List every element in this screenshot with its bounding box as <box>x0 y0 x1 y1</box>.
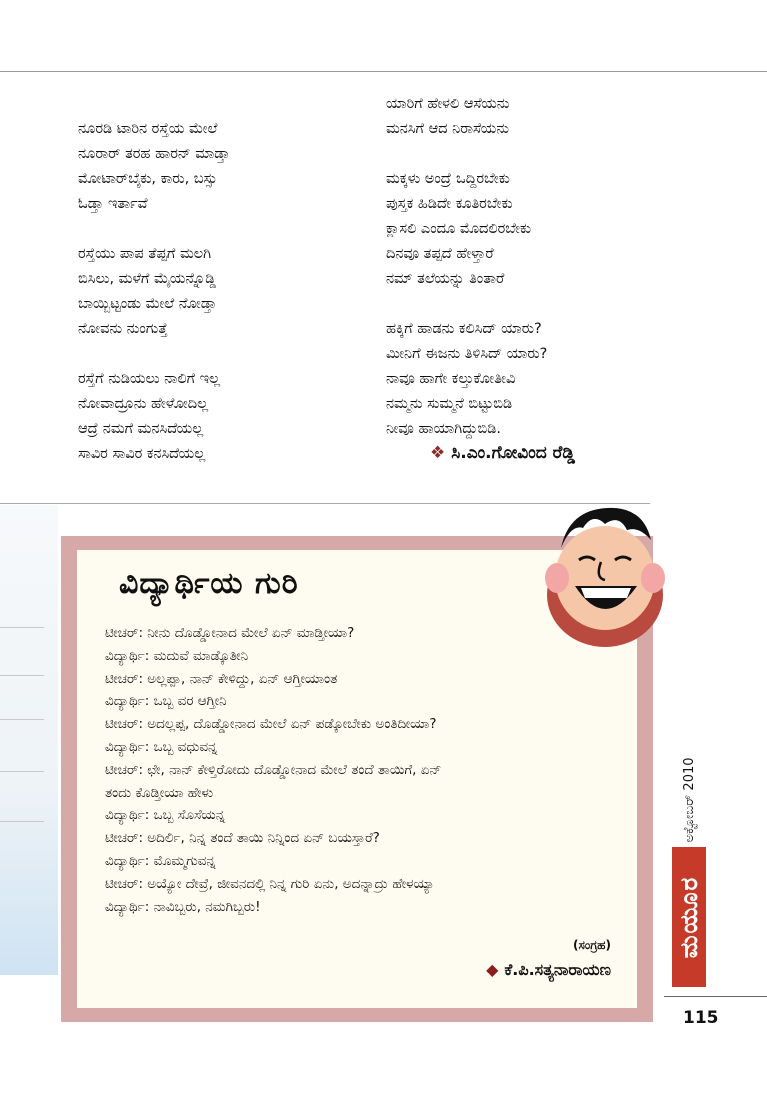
stanza <box>386 92 547 142</box>
footer-rule <box>664 996 767 997</box>
laughing-face-illustration <box>535 500 675 650</box>
issue-date: ಅಕ್ಟೋಬರ್ 2010 <box>682 757 697 843</box>
divider <box>0 675 44 676</box>
compiled-note: (ಸಂಗ್ರಹ) <box>573 938 611 952</box>
poem-line: ನೂರಾರ್ ತರಹ ಹಾರನ್ ಮಾಡ್ತಾ <box>78 146 230 162</box>
dialog-line: ತಂದು ಕೊಡ್ತೀಯಾ ಹೇಳು <box>105 784 214 801</box>
dialog-line: ವಿದ್ಯಾರ್ಥಿ: ಮದುವೆ ಮಾಡ್ಕೊತೀನಿ <box>105 647 249 664</box>
dialog-line: ಟೀಚರ್: ಅದಿರ್ಲಿ, ನಿನ್ನ ತಂದೆ ತಾಯಿ ನಿನ್ನಿಂದ ಏನ್ ಬಯಸ್ತಾರೆ? <box>105 830 380 847</box>
poem-line: ಪುಸ್ತಕ ಹಿಡಿದೇ ಕೂತಿರಬೇಕು <box>386 196 513 212</box>
magazine-sidebar <box>664 757 714 990</box>
ornament-icon: ❖ <box>430 443 446 463</box>
dialog-line: ಟೀಚರ್: ಅಲ್ಲಪ್ಪಾ, ನಾನ್ ಕೇಳಿದ್ದು, ಏನ್ ಆಗ್ತೀಯಾಂತ <box>105 670 338 687</box>
poem-line: ಓಡ್ತಾ ಇರ್ತಾವೆ <box>78 196 148 212</box>
poem-line: ಯಾರಿಗೆ ಹೇಳಲಿ ಆಸೆಯನು <box>386 96 510 112</box>
poem-line: ಹಕ್ಕಿಗೆ ಹಾಡನು ಕಲಿಸಿದ್ ಯಾರು? <box>386 321 542 337</box>
poem-author-name: ಸಿ.ಎಂ.ಗೋವಿಂದ ರೆಡ್ಡಿ <box>451 443 575 463</box>
dialog-line: ವಿದ್ಯಾರ್ಥಿ: ಒಬ್ಬ ಸೊಸೆಯನ್ನ <box>105 807 226 824</box>
poem-line: ಸಾವಿರ ಸಾವಿರ ಕನಸಿದೆಯಲ್ಲ <box>78 446 206 462</box>
dialog-line: ವಿದ್ಯಾರ್ಥಿ: ಮೊಮ್ಮಗುವನ್ನ <box>105 852 216 869</box>
poem-line: ಮೀನಿಗೆ ಈಜನು ತಿಳಿಸಿದ್ ಯಾರು? <box>386 346 548 362</box>
poem-column-1 <box>78 117 230 492</box>
poem-line: ಆದ್ರೆ ನಮಗೆ ಮನಸಿದೆಯಲ್ಲ <box>78 421 204 437</box>
dialog-line: ಟೀಚರ್: ಛೇ, ನಾನ್ ಕೇಳ್ತಿರೋದು ದೊಡ್ಡೋನಾದ ಮೇಲೆ ತಂದೆ ತಾಯಿಗೆ, ಏನ್ <box>105 761 442 778</box>
stanza <box>386 167 547 292</box>
poem-line: ನೂರಡಿ ಟಾರಿನ ರಸ್ತೆಯ ಮೇಲೆ <box>78 121 218 137</box>
page-number: 115 <box>683 1008 719 1028</box>
dialog-line: ವಿದ್ಯಾರ್ಥಿ: ಒಬ್ಬ ವಧುವನ್ನ <box>105 738 218 755</box>
dialog-line: ಟೀಚರ್: ಅಯ್ಯೋ ದೇವ್ರೆ, ಜೀವನದಲ್ಲಿ ನಿನ್ನ ಗುರಿ ಏನು, ಅದನ್ನಾದ್ರು ಹೇಳಯ್ಯಾ <box>105 875 435 892</box>
divider <box>0 719 44 720</box>
poem-line: ಬಾಯ್ಬಿಟ್ಟಂಡು ಮೇಲೆ ನೋಡ್ತಾ <box>78 296 217 312</box>
poem-line: ಮಕ್ಕಳು ಅಂದ್ರೆ ಒದ್ದಿರಬೇಕು <box>386 171 510 187</box>
poem-line: ನಮ್ ತಲೆಯನ್ನು ತಿಂತಾರೆ <box>386 271 505 287</box>
stanza <box>78 117 230 217</box>
magazine-name: ಮಯೂರ <box>672 847 706 987</box>
joke-dialog <box>105 622 441 918</box>
stanza <box>78 367 230 467</box>
top-rule <box>0 71 767 72</box>
poem-line: ಮನಸಿಗೆ ಆದ ನಿರಾಸೆಯನು <box>386 121 509 137</box>
joke-title: ವಿದ್ಯಾರ್ಥಿಯ ಗುರಿ <box>119 566 299 601</box>
poem-line: ನೀವೂ ಹಾಯಾಗಿದ್ದುಬಿಡಿ. <box>386 421 502 437</box>
poem-line: ರಸ್ತೆಯು ಪಾಪ ತೆಪ್ಪಗೆ ಮಲಗಿ <box>78 246 212 262</box>
poem-column-2 <box>386 92 547 467</box>
left-side-strip <box>0 505 58 975</box>
poem-line: ನೋವಾದ್ರೂನು ಹೇಳೋದಿಲ್ಲ <box>78 396 209 412</box>
poem-author <box>430 443 575 463</box>
stanza <box>386 317 547 442</box>
poem-line: ನಾವೂ ಹಾಗೇ ಕಲ್ತುಕೋತೀವಿ <box>386 371 516 387</box>
poem-line: ನಮ್ಮನು ಸುಮ್ಮನೆ ಬಿಟ್ಟುಬಿಡಿ <box>386 396 513 412</box>
dialog-line: ವಿದ್ಯಾರ್ಥಿ: ನಾವಿಬ್ಬರು, ನಮಗಿಬ್ಬರು! <box>105 898 261 915</box>
divider <box>0 627 44 628</box>
joke-author-name: ಕೆ.ಪಿ.ಸತ್ಯನಾರಾಯಣ <box>504 960 611 979</box>
dialog-line: ವಿದ್ಯಾರ್ಥಿ: ಒಬ್ಬ ವರ ಆಗ್ತೀನಿ <box>105 693 227 710</box>
diamond-icon: ◆ <box>486 960 499 979</box>
stanza <box>78 242 230 342</box>
dialog-line: ಟೀಚರ್: ನೀನು ದೊಡ್ಡೋನಾದ ಮೇಲೆ ಏನ್ ಮಾಡ್ತೀಯಾ? <box>105 625 355 641</box>
joke-author <box>486 960 611 980</box>
divider <box>0 821 44 822</box>
divider <box>0 771 44 772</box>
poem-line: ರಸ್ತೆಗೆ ನುಡಿಯಲು ನಾಲಿಗೆ ಇಲ್ಲ <box>78 371 221 387</box>
poem-line: ಬಿಸಿಲು, ಮಳೆಗೆ ಮೈಯನ್ನೊಡ್ಡಿ <box>78 271 216 287</box>
poem-line: ಕ್ಲಾಸಲಿ ಎಂದೂ ಮೊದಲಿರಬೇಕು <box>386 221 532 237</box>
poem-line: ಮೋಟಾರ್‌ಬೈಕು, ಕಾರು, ಬಸ್ಸು <box>78 171 218 187</box>
poem-line: ದಿನವೂ ತಪ್ಪದೆ ಹೇಳ್ತಾರೆ <box>386 246 494 262</box>
dialog-line: ಟೀಚರ್: ಅದಲ್ಲಪ್ಪ, ದೊಡ್ಡೋನಾದ ಮೇಲೆ ಏನ್ ಪಡ್ಕೋಬೇಕು ಅಂತಿದೀಯಾ? <box>105 716 437 733</box>
poem-line: ನೋವನು ನುಂಗುತ್ತೆ <box>78 321 168 337</box>
